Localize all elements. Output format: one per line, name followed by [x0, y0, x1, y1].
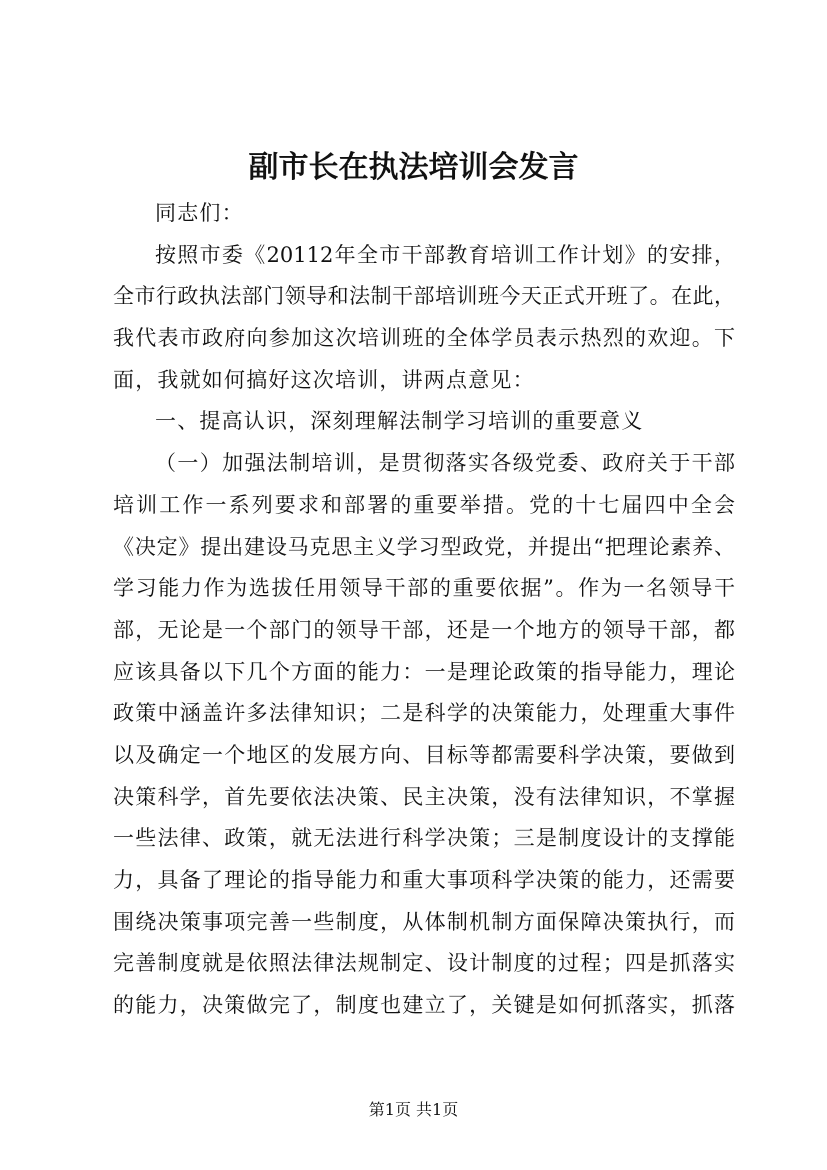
paragraph-line: 决策科学，首先要依法决策、民主决策，没有法律知识，不掌握: [113, 784, 735, 809]
paragraph-line: 完善制度就是依照法律法规制定、设计制度的过程；四是抓落实: [113, 951, 735, 976]
paragraph-line: 以及确定一个地区的发展方向、目标等都需要科学决策，要做到: [113, 742, 735, 767]
paragraph-line: 应该具备以下几个方面的能力：一是理论政策的指导能力，理论: [113, 659, 735, 684]
greeting-line: 同志们：: [155, 201, 244, 225]
paragraph-line: 力，具备了理论的指导能力和重大事项科学决策的能力，还需要: [113, 868, 735, 892]
paragraph-line: 政策中涵盖许多法律知识；二是科学的决策能力，处理重大事件: [113, 701, 735, 726]
document-title: 副市长在执法培训会发言: [248, 150, 579, 185]
paragraph-line: 《决定》提出建设马克思主义学习型政党，并提出“把理论素养、: [113, 534, 735, 559]
page-footer: 第1页 共1页: [368, 1100, 459, 1119]
paragraph-line: （一）加强法制培训，是贯彻落实各级党委、政府关于干部: [155, 451, 735, 476]
paragraph-line: 围绕决策事项完善一些制度，从体制机制方面保障决策执行，而: [113, 909, 735, 934]
paragraph-line: 培训工作一系列要求和部署的重要举措。党的十七届四中全会: [113, 492, 735, 517]
document-body: [113, 193, 735, 1027]
paragraph-line: 按照市委《20112年全市干部教育培训工作计划》的安排，: [155, 242, 735, 267]
section-heading: 一、提高认识，深刻理解法制学习培训的重要意义: [155, 409, 644, 434]
paragraph-line: 学习能力作为选拔任用领导干部的重要依据”。作为一名领导干: [113, 576, 735, 601]
paragraph-line: 部，无论是一个部门的领导干部，还是一个地方的领导干部，都: [113, 617, 735, 642]
paragraph-line: 一些法律、政策，就无法进行科学决策；三是制度设计的支撑能: [113, 826, 735, 851]
paragraph-line: 的能力，决策做完了，制度也建立了，关键是如何抓落实，抓落: [113, 993, 735, 1018]
paragraph-line: 面，我就如何搞好这次培训，讲两点意见：: [113, 367, 535, 392]
paragraph-line: 全市行政执法部门领导和法制干部培训班今天正式开班了。在此，: [113, 284, 735, 309]
paragraph-line: 我代表市政府向参加这次培训班的全体学员表示热烈的欢迎。下: [113, 326, 735, 351]
